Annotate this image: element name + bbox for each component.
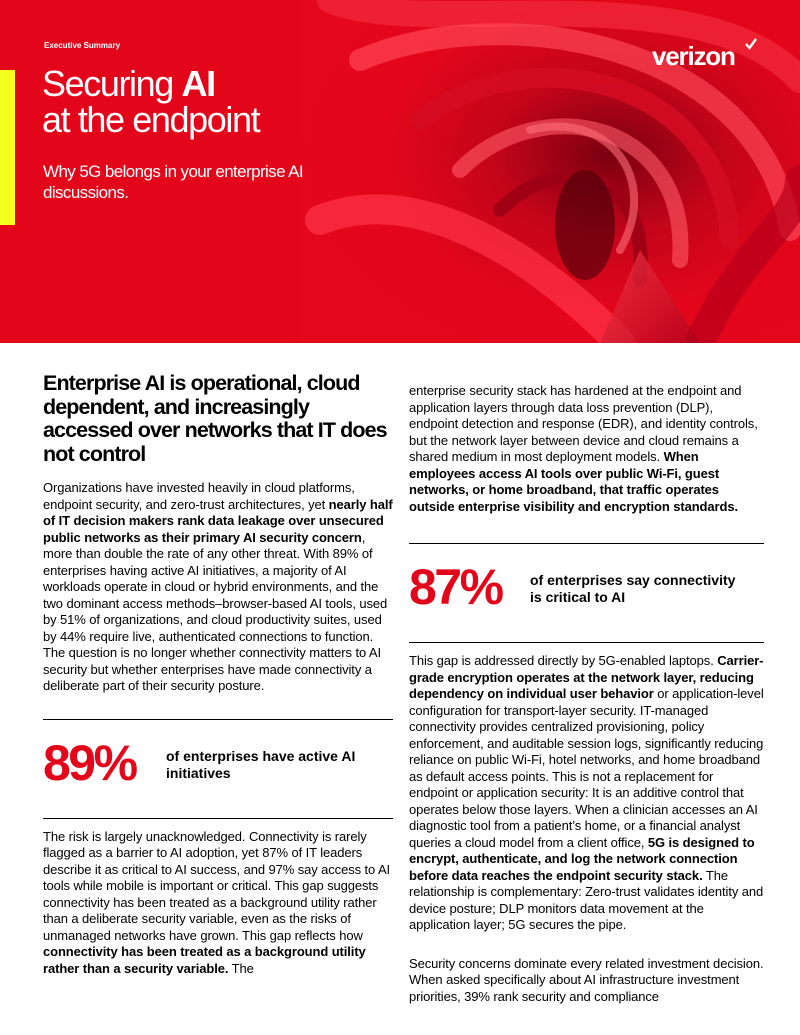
bold-text-run: nearly half of IT decision makers rank data leakage over unsecured public networks as their primary AI security concern <box>43 496 393 545</box>
stat-label: of enterprises say connectivity is critical to AI <box>530 572 736 605</box>
eyebrow-label: Executive Summary <box>44 41 121 50</box>
text-run: The <box>228 960 254 976</box>
title-part-line2: at the endpoint <box>42 99 260 140</box>
section-heading: Enterprise AI is operational, cloud dependent, and increasingly accessed over networks that IT does not control <box>43 371 387 466</box>
text-run: , more than double the rate of any other threat. With 89% of enterprises having active AI initiatives, a majority of AI workloads operate in cloud or hybrid environments, and the two dominant access methods–browser-based AI tools, used by 51% of organizations, and cloud productivity suites, used by 44% require live, authenticated connections to function. The question is no longer whether connectivity matters to AI security but whether enterprises have made connectivity a deliberate part of their security posture. <box>43 529 388 693</box>
stat-divider <box>43 818 393 819</box>
page-title <box>42 63 260 140</box>
text-run: The relationship is complementary: Zero-trust validates identity and device posture; DLP monitors data movement at the application layer; 5G secures the pipe. <box>409 867 764 932</box>
yellow-accent-bar <box>0 70 15 225</box>
text-run: This gap is addressed directly by 5G-enabled laptops. <box>409 653 718 668</box>
bold-text-run: When employees access AI tools over public Wi-Fi, guest networks, or home broadband, that traffic operates outside enterprise visibility and encryption standards. <box>409 449 738 514</box>
stat-divider <box>409 642 764 643</box>
title-part-bold: AI <box>181 63 215 104</box>
right-paragraph-2 <box>409 653 764 934</box>
text-run: The risk is largely unacknowledged. Connectivity is rarely flagged as a barrier to AI adoption, yet 87% of IT leaders describe it as critical to AI success, and 97% say access to AI tools while mobile is important or critical. This gap suggests connectivity has been treated as a background utility rather than a deliberate security variable, even as the risks of unmanaged networks have grown. This gap reflects how <box>43 828 391 943</box>
page-subtitle: Why 5G belongs in your enterprise AI discussions. <box>43 162 303 202</box>
verizon-logo: verizon <box>652 41 735 71</box>
left-paragraph-1 <box>43 480 393 695</box>
right-paragraph-3 <box>409 956 764 1006</box>
bold-text-run: connectivity has been treated as a background utility rather than a security variable. <box>43 944 366 976</box>
text-run: Security concerns dominate every related investment decision. When asked specifically about AI infrastructure investment priorities, 39% rank security and compliance <box>409 955 764 1004</box>
stat-label: of enterprises have active AI initiatives <box>166 747 356 781</box>
hero-banner <box>0 0 800 343</box>
left-paragraph-2 <box>43 829 393 978</box>
stat-number: 89% <box>43 734 136 791</box>
text-run: enterprise security stack has hardened at the endpoint and application layers through data loss prevention (DLP), endpoint detection and response (EDR), and identity controls, but the network layer between device and cloud remains a shared medium in most deployment models. <box>409 383 758 464</box>
text-run: or application-level configuration for transport-layer security. IT-managed connectivity provides centralized provisioning, policy enforcement, and auditable session logs, significantly reducing reliance on public Wi-Fi, hotel networks, and home broadband as default access points. This is not a replacement for endpoint or application security: It is an additive control that operates below those layers. When a clinician accesses an AI diagnostic tool from a patient’s home, or a financial analyst queries a cloud model from a client office, <box>409 686 764 850</box>
right-paragraph-1 <box>409 383 764 515</box>
stat-callout-89 <box>43 719 393 818</box>
stat-callout-87 <box>409 543 764 642</box>
bold-text-run: Carrier-grade encryption operates at the network layer, reducing dependency on individual user behavior <box>409 653 764 701</box>
right-column <box>409 383 764 1005</box>
text-run: Organizations have invested heavily in cloud platforms, endpoint security, and zero-trust architectures, yet <box>43 480 355 512</box>
title-part-regular: Securing <box>42 63 182 104</box>
stat-number: 87% <box>409 559 502 615</box>
left-column <box>43 372 393 977</box>
verizon-check-icon <box>745 38 757 50</box>
bold-text-run: 5G is designed to encrypt, authenticate, and log the network connection before data reaches the endpoint security stack. <box>409 834 755 883</box>
